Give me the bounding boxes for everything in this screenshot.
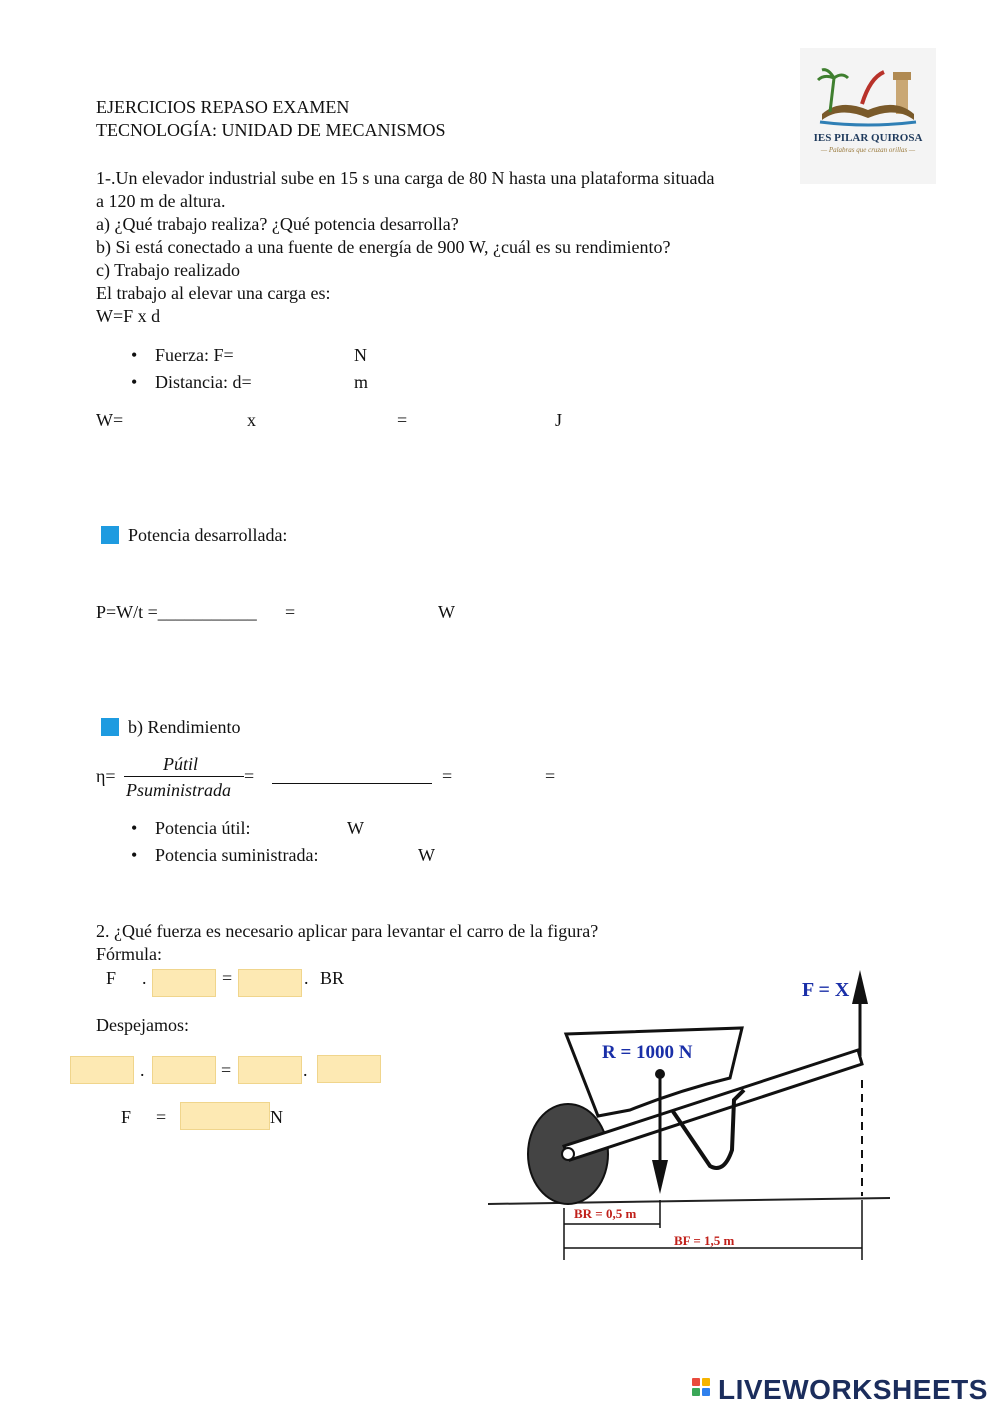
- work-intro: El trabajo al elevar una carga es:: [96, 283, 331, 303]
- force-label: F = X: [802, 979, 850, 1001]
- formula-br: BR: [320, 968, 345, 988]
- school-logo: [800, 48, 936, 184]
- work-formula: W=F x d: [96, 306, 161, 326]
- ex1-question-b: b) Si está conectado a una fuente de energía de 900 W, ¿cuál es su rendimiento?: [96, 237, 671, 257]
- br-label: BR = 0,5 m: [574, 1206, 637, 1221]
- eta-denominator: Psuministrada: [126, 780, 232, 800]
- power-heading: Potencia desarrollada:: [128, 525, 288, 545]
- distance-label: • Distancia: d=: [155, 371, 252, 394]
- formula-f: F: [106, 968, 117, 988]
- formula-dot-2: .: [304, 968, 309, 988]
- isolate-equals: =: [221, 1060, 232, 1080]
- logo-text: IES PILAR QUIROSA: [813, 132, 923, 144]
- supplied-power-unit: W: [418, 845, 435, 865]
- ex1-statement-1: 1-.Un elevador industrial sube en 15 s una carga de 80 N hasta una plataforma situada: [96, 168, 715, 188]
- blue-square-icon: [101, 526, 119, 544]
- supplied-power-label: • Potencia suministrada:: [155, 844, 318, 867]
- eta-equals-1: =: [244, 766, 255, 786]
- formula-label: Fórmula:: [96, 944, 162, 964]
- eta-equals-2: =: [442, 766, 453, 786]
- ex1-statement-2: a 120 m de altura.: [96, 191, 226, 211]
- formula-equals: =: [222, 968, 233, 988]
- answer-box-2[interactable]: [238, 969, 302, 997]
- isolate-label: Despejamos:: [96, 1015, 189, 1035]
- useful-power-unit: W: [347, 818, 364, 838]
- answer-box-3[interactable]: [70, 1056, 134, 1084]
- eta-numerator: Pútil: [163, 754, 198, 774]
- fraction-line: [124, 776, 244, 777]
- result-equals: =: [156, 1107, 167, 1127]
- title-line-1: EJERCICIOS REPASO EXAMEN: [96, 97, 350, 117]
- handle: [564, 1050, 862, 1160]
- power-formula: P=W/t =___________: [96, 602, 257, 622]
- answer-box-6[interactable]: [317, 1055, 381, 1083]
- w-label: W=: [96, 410, 124, 430]
- isolate-dot-1: .: [140, 1060, 145, 1080]
- answer-box-4[interactable]: [152, 1056, 216, 1084]
- bf-label: BF = 1,5 m: [674, 1233, 735, 1248]
- blue-square-icon: [101, 718, 119, 736]
- answer-box-result[interactable]: [180, 1102, 270, 1130]
- result-f: F: [121, 1107, 132, 1127]
- w-equals: =: [397, 410, 408, 430]
- answer-box-1[interactable]: [152, 969, 216, 997]
- eta-equals-3: =: [545, 766, 556, 786]
- result-unit: N: [270, 1107, 283, 1127]
- title-line-2: TECNOLOGÍA: UNIDAD DE MECANISMOS: [96, 120, 446, 140]
- load-label: R = 1000 N: [602, 1042, 693, 1063]
- logo-emblem-icon: [800, 48, 936, 132]
- liveworksheets-brand[interactable]: LIVEWORKSHEETS: [718, 1374, 988, 1405]
- ex2-question: 2. ¿Qué fuerza es necesario aplicar para levantar el carro de la figura?: [96, 921, 599, 941]
- force-unit: N: [354, 345, 367, 365]
- ex1-question-c: c) Trabajo realizado: [96, 260, 240, 280]
- wheelbarrow-figure: [480, 960, 900, 1270]
- ex1-question-a: a) ¿Qué trabajo realiza? ¿Qué potencia desarrolla?: [96, 214, 459, 234]
- liveworksheets-logo-icon: [692, 1378, 712, 1400]
- w-unit: J: [555, 410, 563, 430]
- eta-label: η=: [96, 766, 116, 786]
- power-equals: =: [285, 602, 296, 622]
- w-times: x: [247, 410, 256, 430]
- formula-dot: .: [142, 968, 147, 988]
- useful-power-label: • Potencia útil:: [155, 817, 250, 840]
- isolate-dot-2: .: [303, 1060, 308, 1080]
- logo-motto: — Palabras que cruzan orillas —: [820, 146, 916, 154]
- eta-blank-line: [272, 783, 432, 784]
- ground-line: [488, 1198, 890, 1204]
- distance-unit: m: [354, 372, 369, 392]
- power-unit: W: [438, 602, 455, 622]
- efficiency-heading: b) Rendimiento: [128, 717, 241, 737]
- answer-box-5[interactable]: [238, 1056, 302, 1084]
- force-label: • Fuerza: F=: [155, 344, 234, 367]
